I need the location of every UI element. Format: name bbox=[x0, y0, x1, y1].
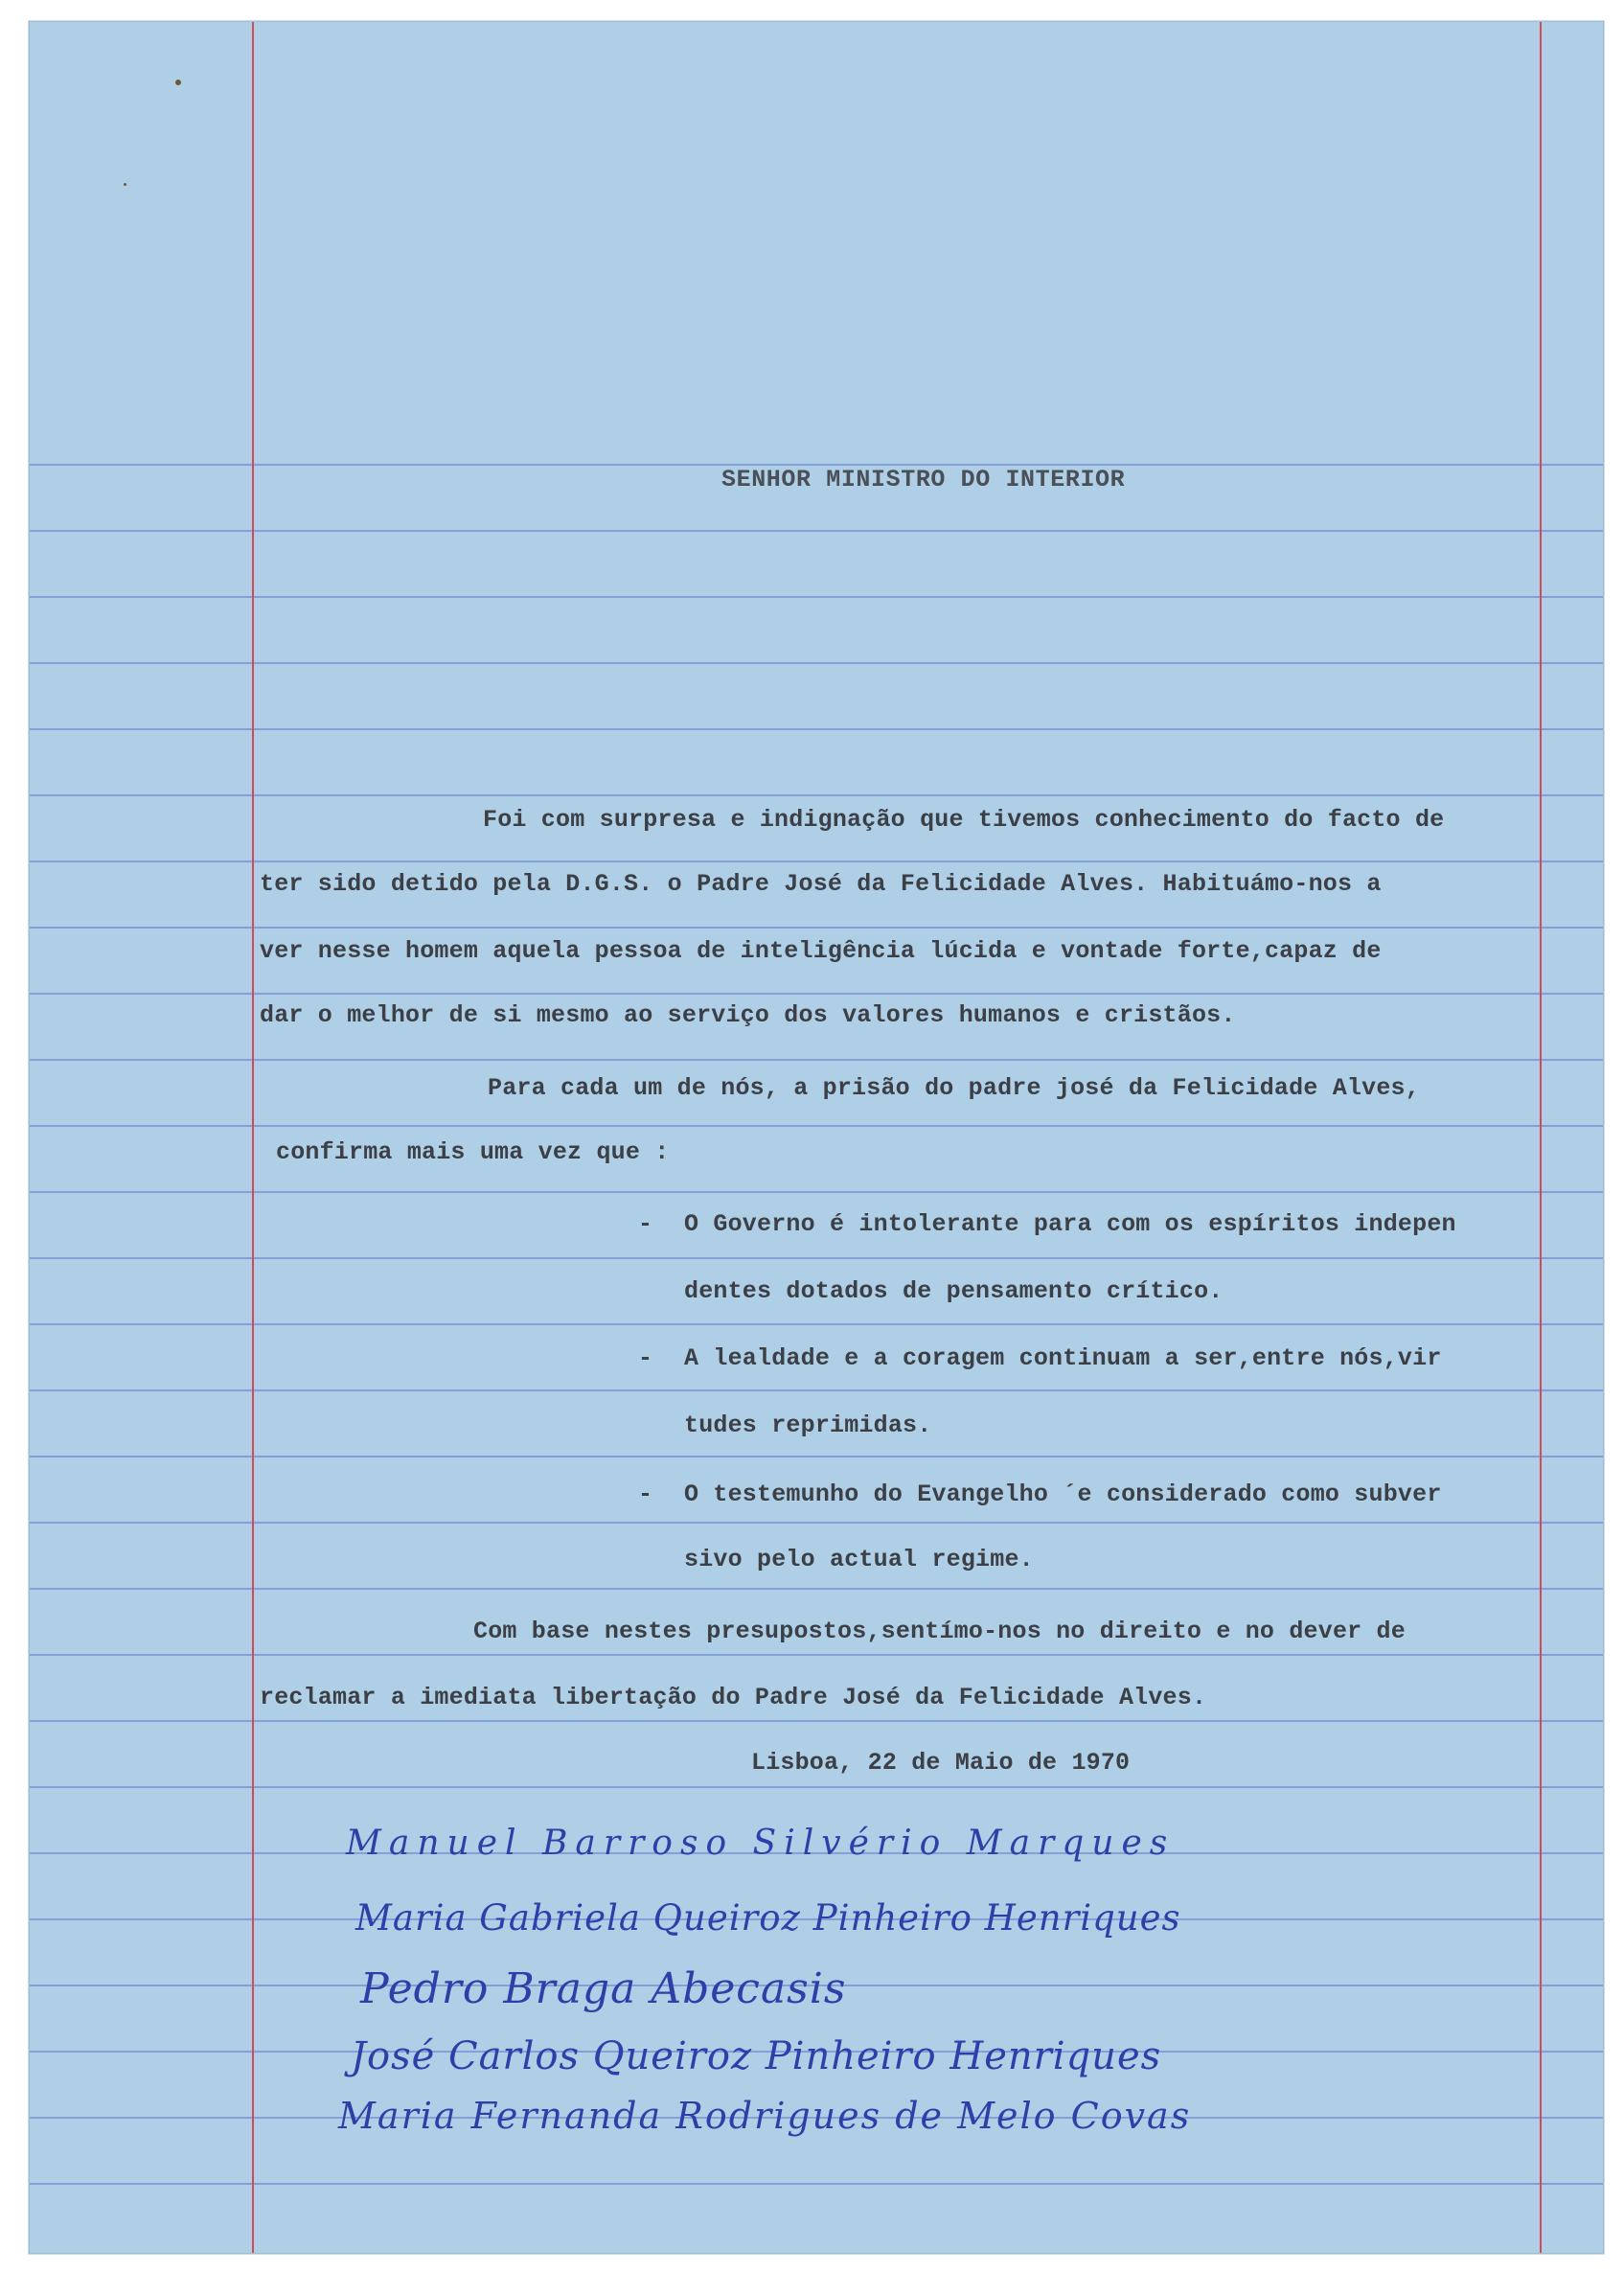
bullet-marker: - bbox=[638, 1210, 653, 1238]
place-date: Lisboa, 22 de Maio de 1970 bbox=[751, 1749, 1131, 1777]
bullet-line: O testemunho do Evangelho ´e considerado como subver bbox=[684, 1480, 1442, 1508]
bullet-marker: - bbox=[638, 1344, 653, 1372]
letter-sheet bbox=[29, 21, 1604, 2254]
bullet-line: O Governo é intolerante para com os espíritos indepen bbox=[684, 1210, 1456, 1238]
closing-line: reclamar a imediata libertação do Padre José da Felicidade Alves. bbox=[260, 1684, 1207, 1711]
ink-speck bbox=[175, 80, 181, 85]
bullet-line: tudes reprimidas. bbox=[684, 1411, 932, 1439]
signature: Pedro Braga Abecasis bbox=[360, 1964, 847, 2013]
body-line: Foi com surpresa e indignação que tivemos conhecimento do facto de bbox=[483, 806, 1445, 834]
signature: Maria Fernanda Rodrigues de Melo Covas bbox=[338, 2095, 1192, 2137]
signature: José Carlos Queiroz Pinheiro Henriques bbox=[351, 2034, 1162, 2078]
body-line: dar o melhor de si mesmo ao serviço dos valores humanos e cristãos. bbox=[260, 1001, 1236, 1029]
bullet-line: dentes dotados de pensamento crítico. bbox=[684, 1277, 1224, 1305]
body-line: ter sido detido pela D.G.S. o Padre José da Felicidade Alves. Habituámo-nos a bbox=[260, 870, 1382, 898]
body-line: confirma mais uma vez que : bbox=[276, 1138, 670, 1166]
signature: Maria Gabriela Queiroz Pinheiro Henriques bbox=[355, 1897, 1181, 1939]
bullet-marker: - bbox=[638, 1480, 653, 1508]
bullet-line: A lealdade e a coragem continuam a ser,entre nós,vir bbox=[684, 1344, 1442, 1372]
bullet-line: sivo pelo actual regime. bbox=[684, 1546, 1034, 1573]
letter-title: SENHOR MINISTRO DO INTERIOR bbox=[721, 466, 1126, 493]
body-line: ver nesse homem aquela pessoa de inteligência lúcida e vontade forte,capaz de bbox=[260, 937, 1382, 965]
ink-speck bbox=[124, 183, 126, 186]
closing-line: Com base nestes presupostos,sentímo-nos no direito e no dever de bbox=[473, 1618, 1406, 1645]
body-line: Para cada um de nós, a prisão do padre josé da Felicidade Alves, bbox=[488, 1074, 1420, 1102]
signature: Manuel Barroso Silvério Marques bbox=[346, 1824, 1176, 1863]
